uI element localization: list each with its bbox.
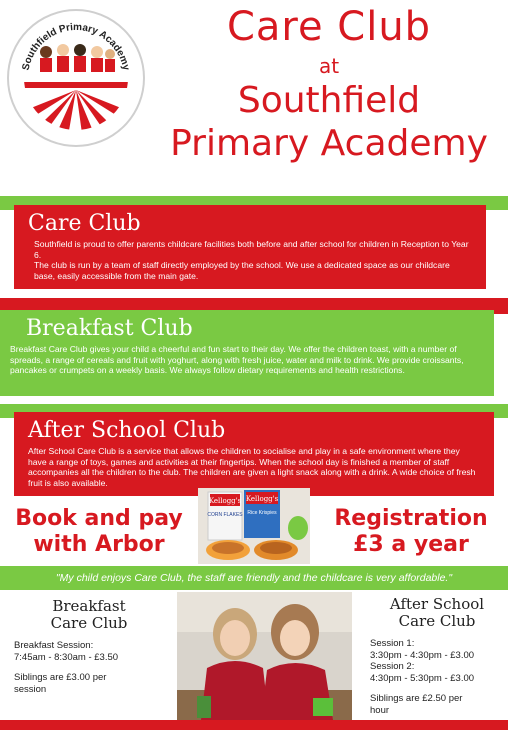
cereal-box2-name: Rice Krispies [247, 510, 277, 516]
care-club-panel [14, 205, 486, 289]
after-school-panel [14, 412, 494, 496]
cereal-box1-name: CORN FLAKES [207, 512, 243, 518]
breakfast-pricing-heading-line2: Care Club [50, 614, 128, 632]
registration-line2: £3 a year [353, 532, 469, 557]
breakfast-club-panel [0, 310, 494, 396]
book-and-pay-promo [4, 506, 194, 558]
breakfast-session-time: 7:45am - 8:30am - £3.50 [14, 651, 119, 663]
title-care-club: Care Club [226, 4, 432, 50]
care-club-body: Southfield is proud to offer parents childcare facilities both before and after school for children in Reception to Year 6. The club is run by a team of staff directly employed by the school. We use a dedicated space as our childcare base, easily accessible from the main gate. [34, 239, 469, 281]
after-school-body: After School Care Club is a service that allows the children to socialise and play in a safe environment where they have a range of toys, games and activities at their fingertips. When the school day is finished a member of staff accompanies all the children to the club. The children are given a light snack along with a drink. A wide choice of fresh fruit is also available. [28, 446, 476, 488]
session1-label: Session 1: [370, 638, 415, 649]
title-primary-academy: Primary Academy [170, 123, 488, 164]
session2-time: 4:30pm - 5:30pm - £3.00 [370, 672, 475, 684]
breakfast-pricing [14, 598, 164, 695]
breakfast-club-heading: Breakfast Club [26, 316, 193, 341]
breakfast-session-label: Breakfast Session: [14, 640, 94, 651]
breakfast-pricing-heading-line1: Breakfast [52, 597, 126, 615]
session1-time: 3:30pm - 4:30pm - £3.00 [370, 649, 475, 661]
title-at: at [318, 54, 340, 78]
school-logo [6, 8, 146, 148]
breakfast-club-body: Breakfast Care Club gives your child a cheerful and fun start to their day. We offer the children toast, with a number of spreads, a range of cereals and fruit with yoghurt, along with fresh juice, water and milk to drink. We provide croissants, pancakes or crumpets on a weekly basis. We always follow dietary requirements and health restrictions. [10, 344, 464, 376]
registration-promo [316, 506, 506, 558]
parent-quote-bar: "My child enjoys Care Club, the staff are friendly and the childcare is very affordable." [0, 566, 508, 590]
registration-line1: Registration [334, 506, 488, 531]
after-school-pricing-heading-line2: Care Club [398, 612, 476, 630]
cereal-box1-brand: Kellogg's [208, 497, 242, 505]
breakfast-food-image [198, 488, 310, 564]
book-and-pay-line1: Book and pay [15, 506, 183, 531]
breakfast-siblings-price: Siblings are £3.00 per session [14, 672, 107, 695]
logo-ring-text: Southfield Primary Academy [20, 21, 132, 72]
page-title [150, 4, 508, 166]
session2-label: Session 2: [370, 661, 415, 672]
after-school-heading: After School Club [28, 418, 226, 443]
cereal-box2-brand: Kellogg's [245, 495, 279, 503]
after-school-pricing [370, 596, 504, 716]
care-club-heading: Care Club [28, 211, 141, 236]
children-photo [177, 592, 352, 720]
after-school-siblings-price: Siblings are £2.50 per hour [370, 693, 463, 716]
book-and-pay-line2: with Arbor [33, 532, 165, 557]
title-southfield: Southfield [237, 80, 421, 121]
footer-bar [0, 720, 508, 730]
after-school-pricing-heading-line1: After School [389, 595, 485, 613]
